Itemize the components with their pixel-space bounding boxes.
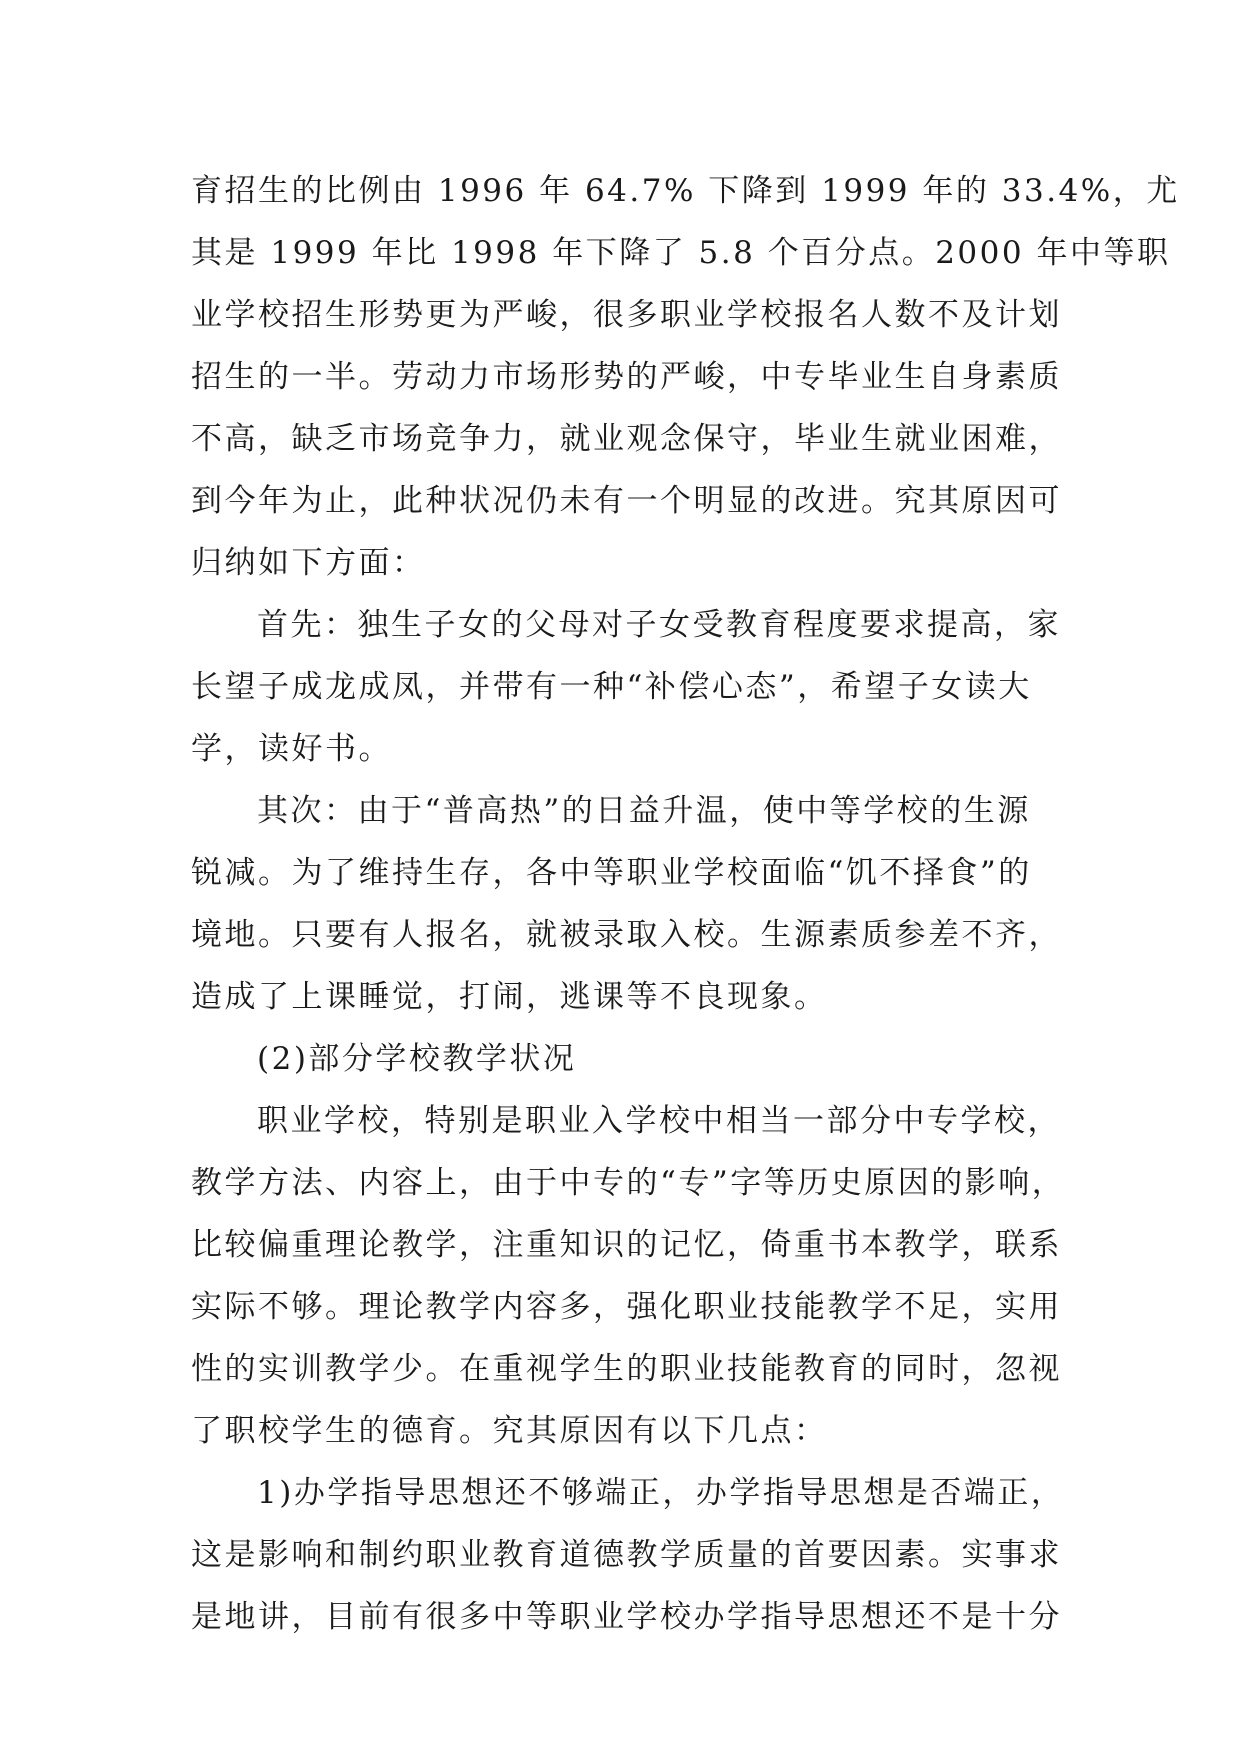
text-line: 育招生的比例由 1996 年 64.7% 下降到 1999 年的 33.4%，尤 (191, 173, 1180, 209)
text-line: 是地讲，目前有很多中等职业学校办学指导思想还不是十分 (191, 1599, 1062, 1635)
text-line: 业学校招生形势更为严峻，很多职业学校报名人数不及计划 (191, 297, 1062, 333)
text-line: 学，读好书。 (191, 731, 392, 767)
text-line: 归纳如下方面： (191, 545, 426, 581)
text-line: 其次：由于“普高热”的日益升温，使中等学校的生源 (257, 793, 1031, 829)
text-line: 锐减。为了维持生存，各中等职业学校面临“饥不择食”的 (191, 855, 1032, 891)
text-line: 比较偏重理论教学，注重知识的记忆，倚重书本教学，联系 (191, 1227, 1062, 1263)
text-line: 到今年为止，此种状况仍未有一个明显的改进。究其原因可 (191, 483, 1062, 519)
text-line: 这是影响和制约职业教育道德教学质量的首要因素。实事求 (191, 1537, 1062, 1573)
text-line: 实际不够。理论教学内容多，强化职业技能教学不足，实用 (191, 1289, 1062, 1325)
text-line: 造成了上课睡觉，打闹，逃课等不良现象。 (191, 979, 828, 1015)
text-line: 职业学校，特别是职业入学校中相当一部分中专学校， (257, 1103, 1061, 1139)
text-line: 招生的一半。劳动力市场形势的严峻，中专毕业生自身素质 (191, 359, 1062, 395)
text-line: 其是 1999 年比 1998 年下降了 5.8 个百分点。2000 年中等职 (191, 235, 1171, 271)
text-line: 教学方法、内容上，由于中专的“专”字等历史原因的影响， (191, 1165, 1066, 1201)
text-line: 了职校学生的德育。究其原因有以下几点： (191, 1413, 828, 1449)
text-line: 不高，缺乏市场竞争力，就业观念保守，毕业生就业困难， (191, 421, 1062, 457)
text-line: 性的实训教学少。在重视学生的职业技能教育的同时，忽视 (191, 1351, 1062, 1387)
text-line: 境地。只要有人报名，就被录取入校。生源素质参差不齐， (191, 917, 1062, 953)
text-line: 长望子成龙成凤，并带有一种“补偿心态”，希望子女读大 (191, 669, 1032, 705)
section-heading: (2)部分学校教学状况 (257, 1041, 577, 1077)
body-text (191, 160, 1180, 1648)
text-line: 首先：独生子女的父母对子女受教育程度要求提高，家 (257, 607, 1061, 643)
text-line: 1)办学指导思想还不够端正，办学指导思想是否端正， (257, 1475, 1065, 1511)
